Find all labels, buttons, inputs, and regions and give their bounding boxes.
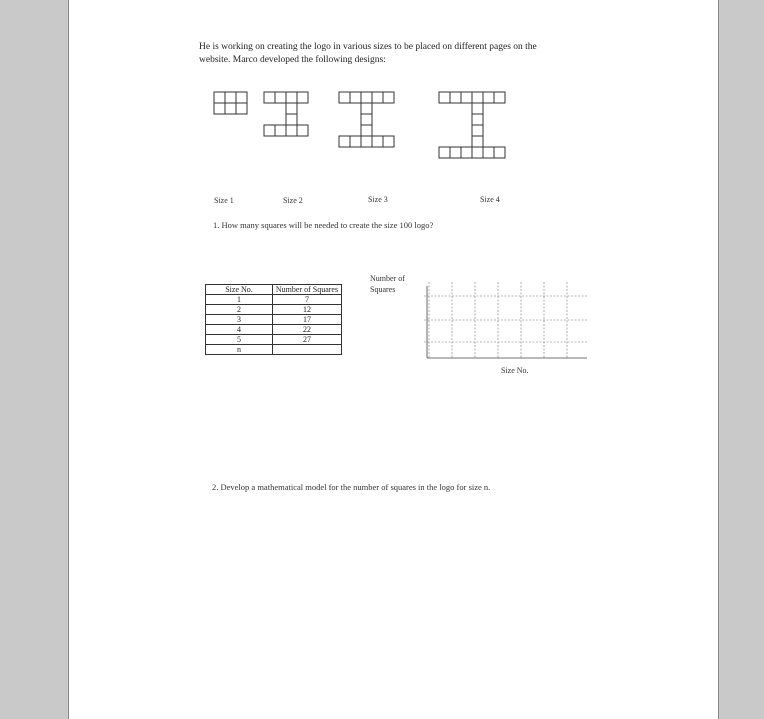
squares-table: [205, 284, 342, 355]
graph-xlabel: Size No.: [501, 366, 529, 375]
logo-square: [483, 147, 494, 158]
table-cell-squares: 7: [273, 295, 342, 305]
logo-square: [264, 92, 275, 103]
logo-square: [236, 92, 247, 103]
logo-square: [361, 114, 372, 125]
size-4-label: Size 4: [480, 195, 500, 204]
logo-square: [361, 103, 372, 114]
logo-square: [383, 136, 394, 147]
table-row: [206, 315, 342, 325]
logo-square: [350, 136, 361, 147]
logo-square: [472, 114, 483, 125]
size-1-label: Size 1: [214, 196, 234, 205]
logo-square: [450, 92, 461, 103]
table-cell-size: 1: [206, 295, 273, 305]
logo-square: [383, 92, 394, 103]
logo-square: [339, 136, 350, 147]
size-3-label: Size 3: [368, 195, 388, 204]
graph-ylabel-line-2: Squares: [370, 285, 396, 294]
logo-square: [494, 92, 505, 103]
table-cell-size: n: [206, 345, 273, 355]
logo-square: [439, 92, 450, 103]
intro-line-2: website. Marco developed the following designs:: [199, 55, 386, 65]
logo-square: [361, 125, 372, 136]
logo-square: [494, 147, 505, 158]
table-cell-size: 2: [206, 305, 273, 315]
table-cell-size: 5: [206, 335, 273, 345]
logo-square: [297, 92, 308, 103]
logo-square: [339, 92, 350, 103]
table-cell-size: 3: [206, 315, 273, 325]
table-cell-size: 4: [206, 325, 273, 335]
logo-square: [461, 92, 472, 103]
graph-ylabel-line-1: Number of: [370, 274, 405, 283]
table-row: [206, 305, 342, 315]
table-row: [206, 345, 342, 355]
logo-square: [264, 125, 275, 136]
logo-square: [472, 103, 483, 114]
logo-square: [286, 114, 297, 125]
graph-ylabel: [370, 273, 405, 295]
graph-grid: [419, 280, 589, 362]
size-2-label: Size 2: [283, 196, 303, 205]
logo-square: [236, 103, 247, 114]
logo-square: [350, 92, 361, 103]
logo-square: [439, 147, 450, 158]
logo-square: [472, 92, 483, 103]
question-2: 2. Develop a mathematical model for the number of squares in the logo for size n.: [212, 482, 491, 492]
squares-table-container: [205, 284, 342, 355]
logo-square: [286, 103, 297, 114]
logo-square: [225, 103, 236, 114]
logo-square: [275, 92, 286, 103]
logo-square: [372, 136, 383, 147]
logo-square: [214, 92, 225, 103]
intro-line-1: He is working on creating the logo in various sizes to be placed on different pages on the: [199, 42, 537, 52]
table-row: [206, 295, 342, 305]
table-row: [206, 325, 342, 335]
logo-square: [372, 92, 383, 103]
logo-square: [450, 147, 461, 158]
table-body: [206, 295, 342, 355]
table-row: [206, 335, 342, 345]
table-cell-squares: 17: [273, 315, 342, 325]
logo-square: [361, 136, 372, 147]
intro-text: [199, 41, 579, 67]
logo-square: [286, 92, 297, 103]
document-page: [68, 0, 719, 719]
logo-square: [472, 136, 483, 147]
logo-designs-figure: [209, 86, 559, 171]
logo-square: [461, 147, 472, 158]
logo-square: [472, 147, 483, 158]
table-cell-squares: 22: [273, 325, 342, 335]
table-header-size: Size No.: [206, 285, 273, 295]
logo-square: [361, 92, 372, 103]
logo-square: [275, 125, 286, 136]
table-cell-squares: 27: [273, 335, 342, 345]
logo-square: [472, 125, 483, 136]
table-cell-squares: [273, 345, 342, 355]
question-1: 1. How many squares will be needed to create the size 100 logo?: [213, 220, 434, 230]
logo-square: [214, 103, 225, 114]
logo-square: [225, 92, 236, 103]
logo-square: [297, 125, 308, 136]
table-cell-squares: 12: [273, 305, 342, 315]
logo-square: [483, 92, 494, 103]
logo-square: [286, 125, 297, 136]
table-header-squares: Number of Squares: [273, 285, 342, 295]
